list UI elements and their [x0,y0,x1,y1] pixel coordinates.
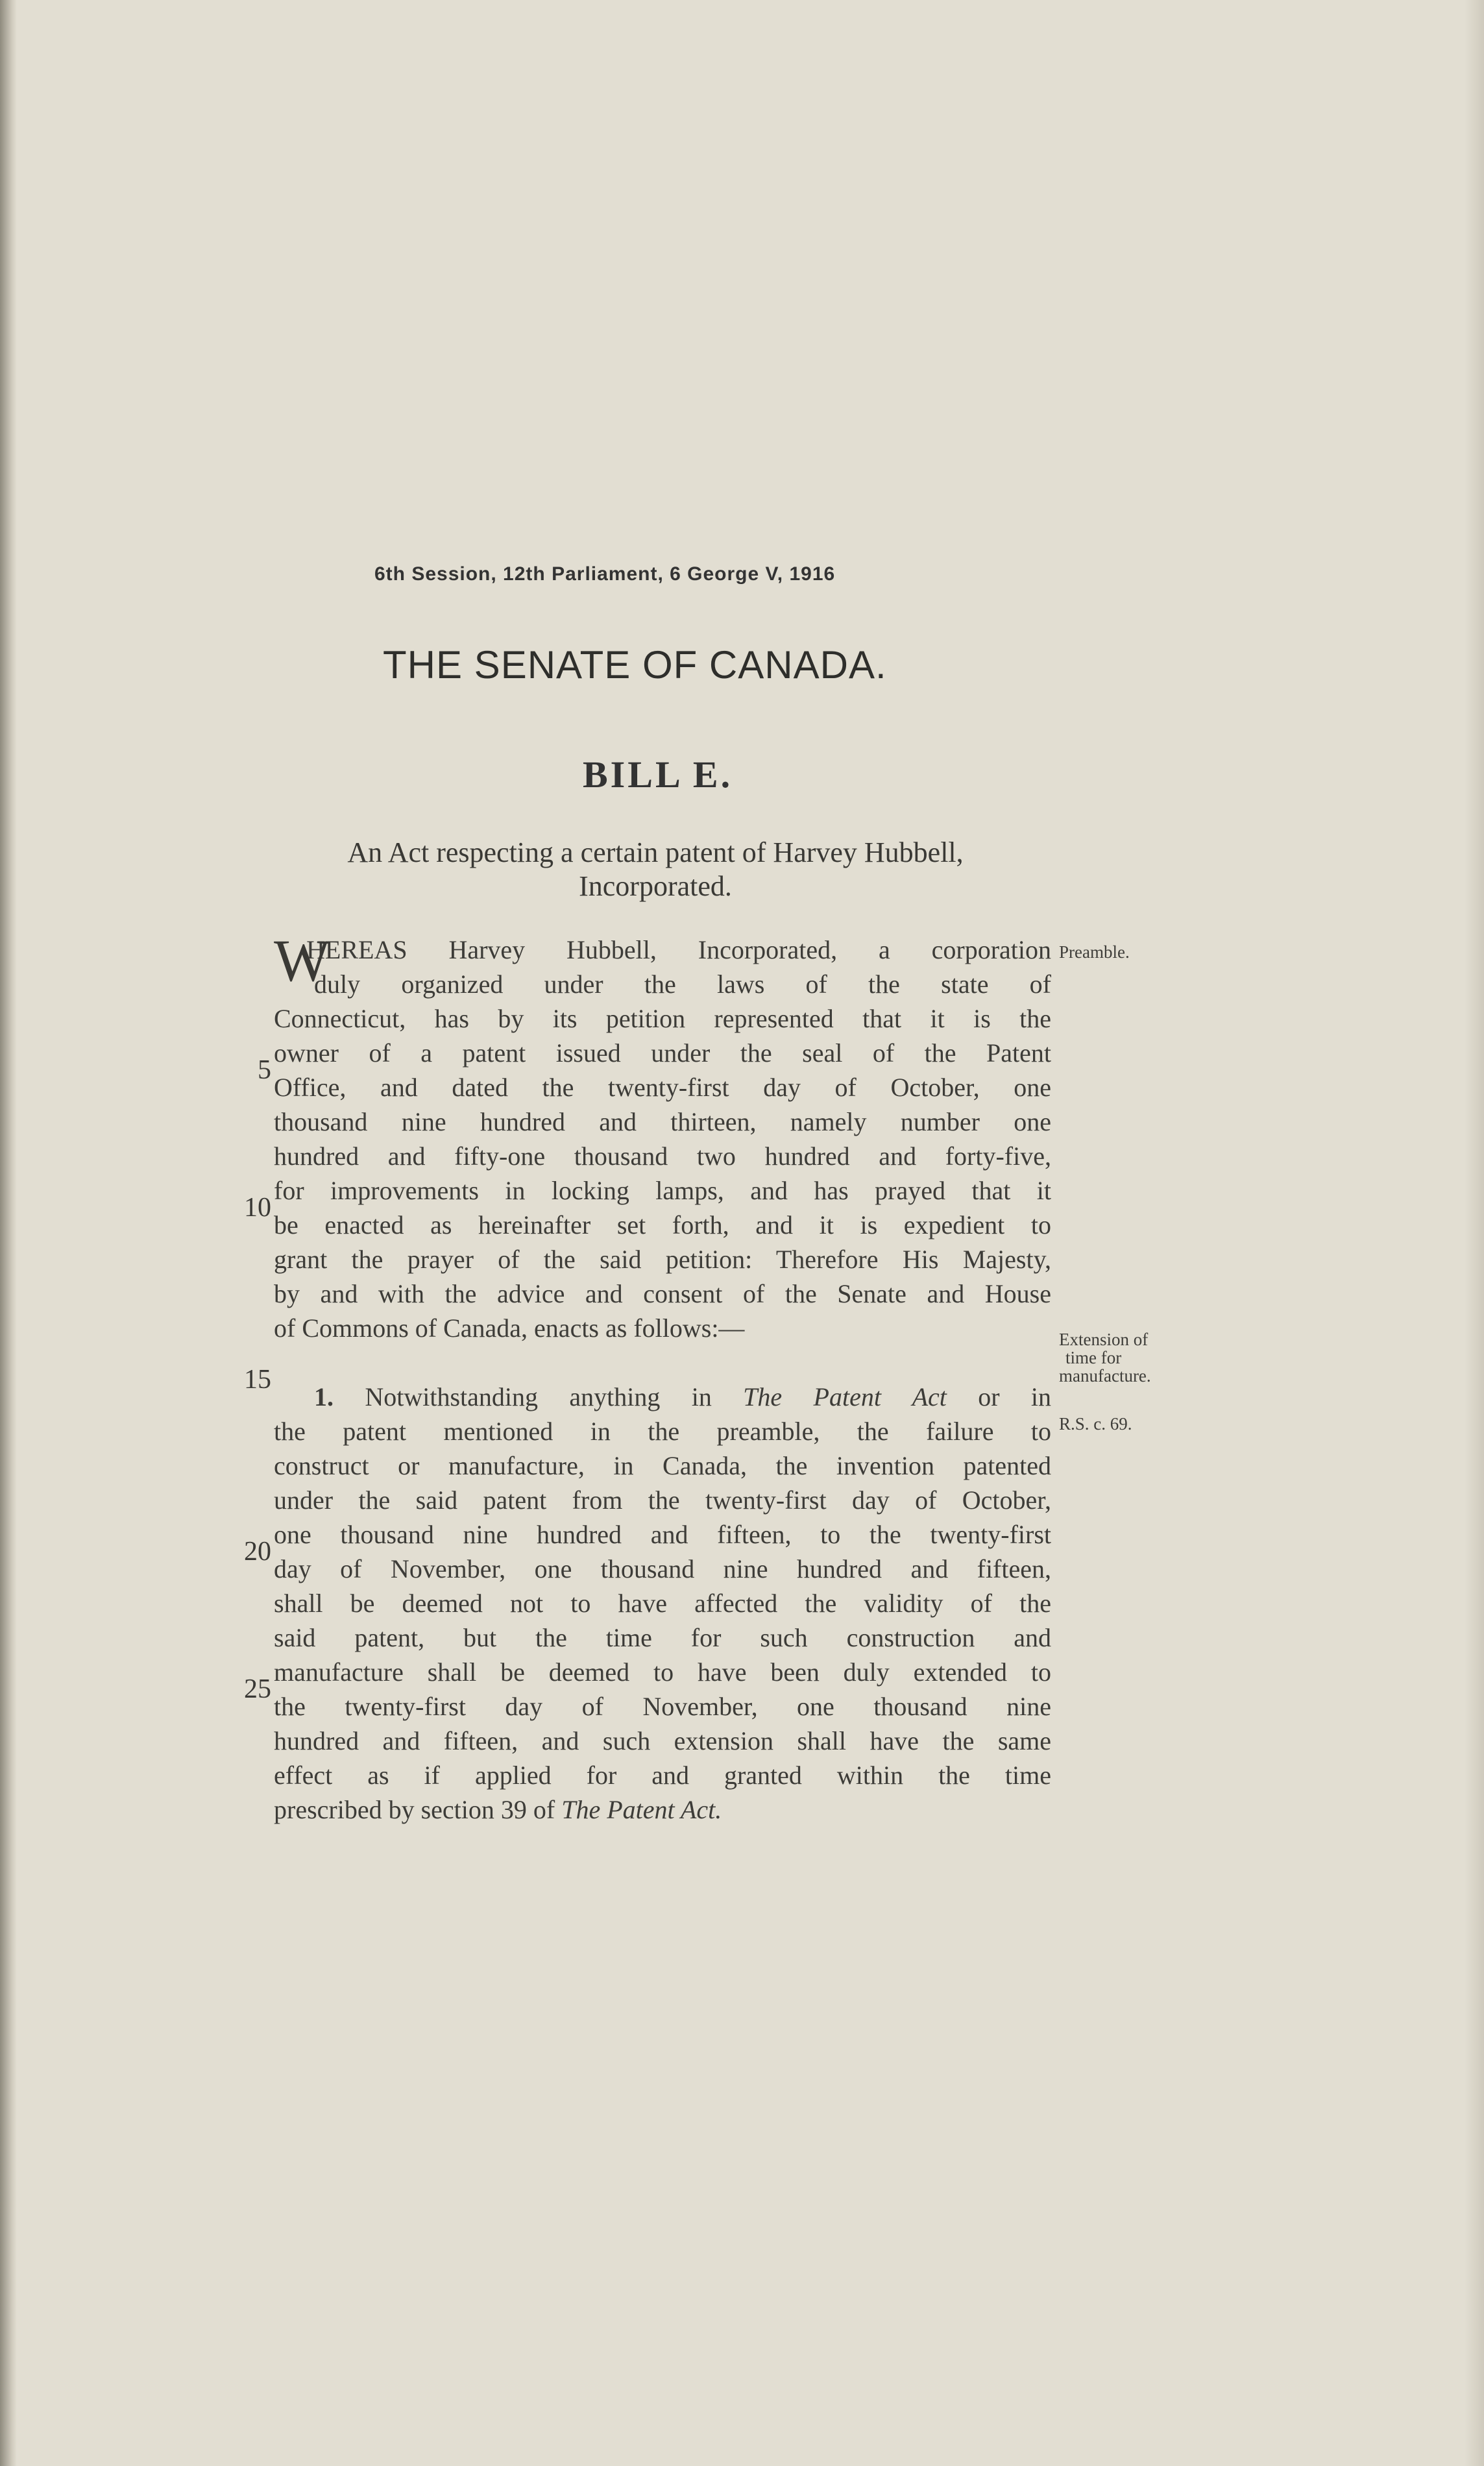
preamble-line-12: of Commons of Canada, enacts as follows:— [274,1313,745,1343]
line-number-15: 15 [244,1365,271,1395]
preamble-line-7: hundred and fifty-one thousand two hundred and forty-five, [274,1141,1051,1171]
section-1 [274,1382,1051,1829]
margin-note-extension-line-3: manufacture. [1059,1366,1151,1386]
preamble-line-11: by and with the advice and consent of the Senate and House [274,1279,1051,1308]
line-number-25: 25 [244,1674,271,1704]
section-1-line-6: day of November, one thousand nine hundred and fifteen, [274,1554,1051,1583]
preamble-line-5: Office, and dated the twenty-first day of October, one [274,1073,1051,1102]
section-1-line-8: said patent, but the time for such construction and [274,1623,1051,1652]
section-1-line-7: shall be deemed not to have affected the validity of the [274,1589,1051,1618]
section-number: 1. [314,1382,334,1411]
preamble-line-10: grant the prayer of the said petition: Therefore His Majesty, [274,1245,1051,1274]
section-1-line-2: the patent mentioned in the preamble, the failure to [274,1417,1051,1446]
section-1-line-9: manufacture shall be deemed to have been duly extended to [274,1657,1051,1687]
preamble-line-6: thousand nine hundred and thirteen, namely number one [274,1107,1051,1136]
drop-cap: W [274,927,330,994]
section-1-line-3: construct or manufacture, in Canada, the invention patented [274,1451,1051,1480]
session-text: 6th Session, 12th Parliament, 6 George V, 1916 [374,563,836,585]
line-number-20: 20 [244,1537,271,1567]
margin-note-rs: R.S. c. 69. [1059,1414,1132,1434]
page-binding-shadow [0,0,17,2466]
margin-note-extension [1059,1330,1151,1385]
margin-note-extension-line-2: time for [1065,1348,1122,1367]
preamble-line-4: owner of a patent issued under the seal of the Patent [274,1038,1051,1068]
margin-note-preamble: Preamble. [1059,942,1130,962]
italic-act-name-2: The Patent Act. [561,1795,722,1824]
italic-act-name: The Patent Act [743,1382,947,1411]
preamble [274,927,1051,1347]
section-1-line-5: one thousand nine hundred and fifteen, to the twenty-first [274,1520,1051,1549]
page-edge [1465,0,1484,2466]
bill-body [274,927,1052,1829]
section-1-line-13: prescribed by section 39 of The Patent Act. [274,1795,722,1824]
section-1-line-11: hundred and fifteen, and such extension shall have the same [274,1726,1051,1755]
section-1-line-4: under the said patent from the twenty-first day of October, [274,1485,1051,1515]
document-title: THE SENATE OF CANADA. [383,643,887,687]
subtitle-line-1: An Act respecting a certain patent of Harvey Hubbell, [347,836,964,868]
preamble-line-9: be enacted as hereinafter set forth, and it is expedient to [274,1210,1051,1239]
preamble-line-2: duly organized under the laws of the state of [314,970,1051,999]
section-1-line-1: 1. Notwithstanding anything in The Patent Act or in [314,1382,1052,1411]
subtitle-line-2: Incorporated. [579,870,732,902]
bill-number: BILL E. [583,753,733,796]
preamble-line-3: Connecticut, has by its petition represented that it is the [274,1004,1051,1033]
preamble-line-1: W HEREAS Harvey Hubbell, Incorporated, a corporation [274,927,1051,994]
margin-note-extension-line-1: Extension of [1059,1330,1149,1349]
line-number-10: 10 [244,1193,271,1223]
section-1-line-10: the twenty-first day of November, one thousand nine [274,1692,1051,1721]
section-1-line-12: effect as if applied for and granted within the time [274,1761,1051,1790]
line-number-5: 5 [258,1055,271,1085]
bill-subtitle [266,836,1045,903]
preamble-line-8: for improvements in locking lamps, and has prayed that it [274,1176,1051,1205]
